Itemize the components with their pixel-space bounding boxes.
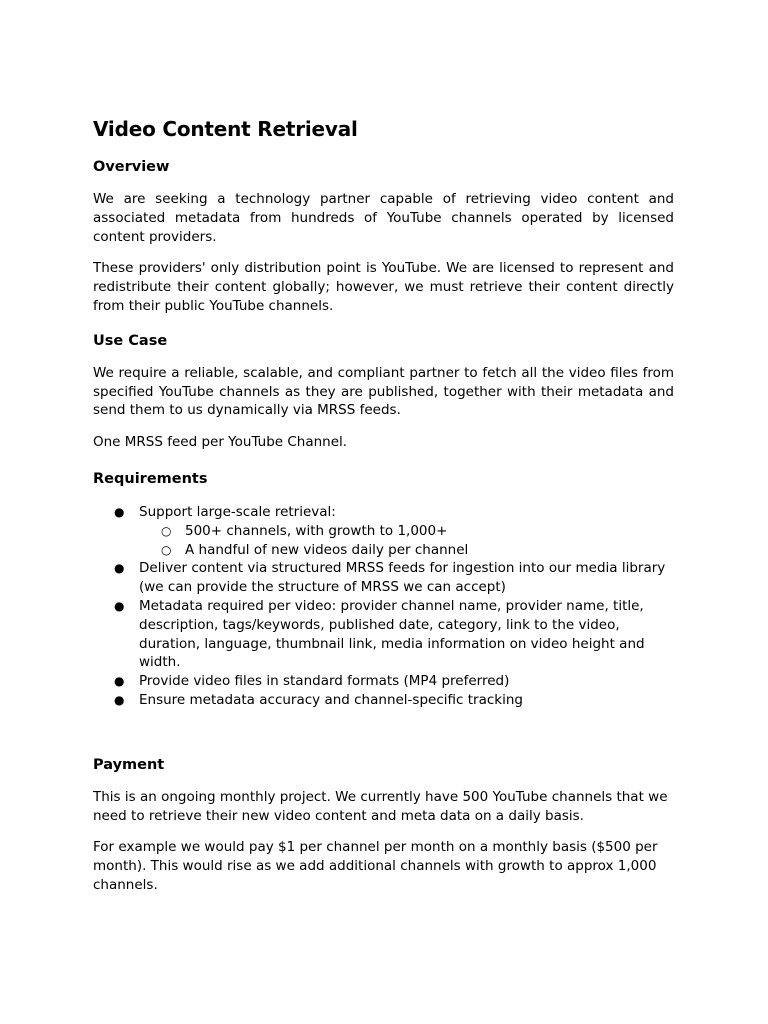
list-item: [114, 691, 674, 710]
document-page: [93, 116, 674, 908]
list-item-text: Deliver content via structured MRSS feeds for ingestion into our media library (we can provide the structure of MRSS we can accept): [139, 560, 666, 596]
bullet-icon: ●: [114, 674, 125, 689]
sub-list-item-text: 500+ channels, with growth to 1,000+: [185, 522, 448, 539]
sub-list-item-text: A handful of new videos daily per channel: [185, 541, 469, 558]
list-item: [114, 672, 674, 691]
sub-list-item: [161, 541, 674, 560]
document-title: Video Content Retrieval: [93, 117, 358, 141]
sub-bullet-icon: ○: [161, 542, 172, 557]
payment-paragraph-1: This is an ongoing monthly project. We currently have 500 YouTube channels that we need to retrieve their new video content and meta data on a daily basis.: [93, 788, 668, 824]
sub-bullet-icon: ○: [161, 523, 172, 538]
sub-list: [139, 522, 674, 560]
payment-heading: Payment: [93, 756, 165, 773]
requirements-heading: Requirements: [93, 470, 208, 487]
overview-paragraph-2: These providers' only distribution point is YouTube. We are licensed to represent and redistribute their content globally; however, we must retrieve their content directly from their public YouTube channels.: [93, 260, 674, 314]
use-case-heading: Use Case: [93, 332, 168, 349]
overview-heading: Overview: [93, 159, 170, 175]
sub-list-item: [161, 522, 674, 541]
list-item-text: Support large-scale retrieval:: [139, 503, 336, 520]
bullet-icon: ●: [114, 561, 125, 576]
bullet-icon: ●: [114, 504, 125, 519]
list-item: [114, 503, 674, 559]
use-case-paragraph-2: One MRSS feed per YouTube Channel.: [93, 434, 348, 451]
list-item: [114, 597, 674, 672]
list-item-text: Metadata required per video: provider channel name, provider name, title, description, tags/keywords, published date, category, link to the video, duration, language, thumbnail link, media information on video height and width.: [139, 597, 645, 671]
section-spacer: [93, 710, 674, 756]
list-item: [114, 559, 674, 597]
overview-paragraph-1: We are seeking a technology partner capable of retrieving video content and associated metadata from hundreds of YouTube channels operated by licensed content providers.: [93, 191, 674, 245]
list-item-text: Provide video files in standard formats (MP4 preferred): [139, 673, 510, 690]
payment-paragraph-2: For example we would pay $1 per channel per month on a monthly basis ($500 per month). This would rise as we add additional channels with growth to approx 1,000 channels.: [93, 839, 658, 893]
list-item-text: Ensure metadata accuracy and channel-specific tracking: [139, 691, 523, 708]
use-case-paragraph-1: We require a reliable, scalable, and compliant partner to fetch all the video files from specified YouTube channels as they are published, together with their metadata and send them to us dynamically via MRSS feeds.: [93, 364, 674, 419]
requirements-list: [93, 503, 674, 710]
bullet-icon: ●: [114, 598, 125, 613]
bullet-icon: ●: [114, 692, 125, 707]
